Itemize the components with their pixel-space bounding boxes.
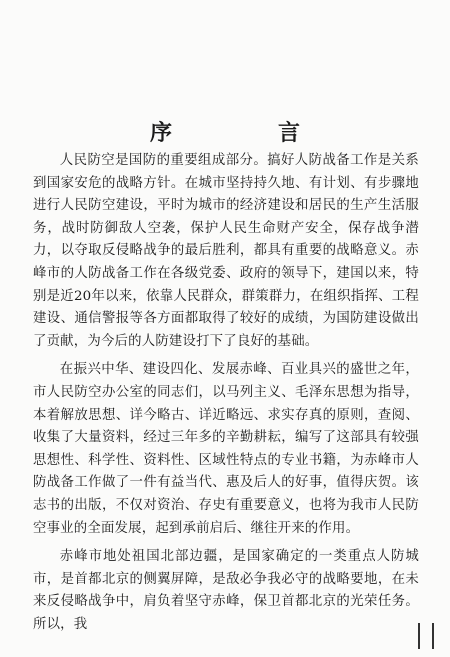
page-edge-mark	[418, 623, 434, 649]
page-title: 序 言	[149, 120, 342, 146]
paragraph-1: 人民防空是国防的重要组成部分。搞好人防战备工作是关系到国家安危的战略方针。在城市坚持持久地、有计划、有步骤地进行人民防空建设，平时为城市的经济建设和居民的生产生活服务，战时防御敌人空袭，保护人民生命财产安全，保存战争潜力，以夺取反侵略战争的最后胜利，都具有重要的战略意义。赤峰市的人防战备工作在各级党委、政府的领导下，建国以来，特别是近20年以来，依靠人民群众，群策群力，在组织指挥、工程建设、通信警报等各方面都取得了较好的成绩，为国防建设做出了贡献，为今后的人防建设打下了良好的基础。	[33, 153, 419, 349]
body-text	[33, 150, 419, 642]
paragraph-2: 在振兴中华、建设四化、发展赤峰、百业具兴的盛世之年，市人民防空办公室的同志们，以马列主义、毛泽东思想为指导，本着解放思想、详今略古、详近略远、求实存真的原则，查阅、收集了大量资料，经过三年多的辛勤耕耘，编写了这部具有较强思想性、科学性、资料性、区域性特点的专业书籍，为赤峰市人防战备工作做了一件有益当代、惠及后人的好事，值得庆贺。该志书的出版，不仅对资治、存史有重要意义，也将为我市人民防空事业的全面发展，起到承前启后、继往开来的作用。	[33, 362, 419, 536]
paragraph-3: 赤峰市地处祖国北部边疆，是国家确定的一类重点人防城市，是首都北京的侧翼屏障，是敌必争我必守的战略要地，在未来反侵略战争中，肩负着坚守赤峰，保卫首都北京的光荣任务。所以，我	[33, 549, 419, 632]
